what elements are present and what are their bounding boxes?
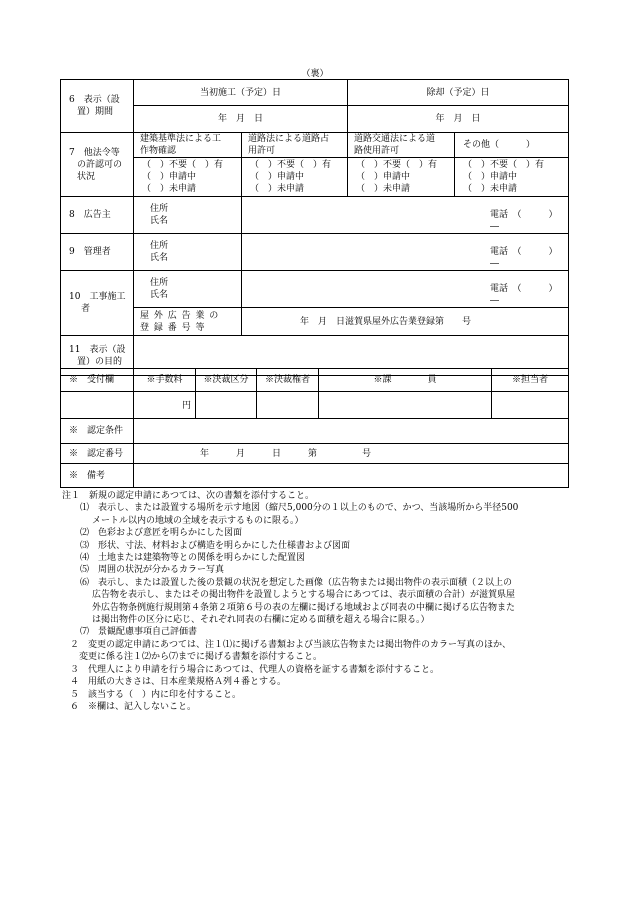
note-4: ４ 用紙の大きさは、日本産業規格Ａ列４番とする。	[70, 677, 287, 688]
person-in-charge-header: ※担当者	[492, 369, 569, 392]
conditions-field[interactable]	[134, 419, 569, 444]
registration-field[interactable]: 年 月 日滋賀県屋外広告業登録第 号	[242, 308, 569, 336]
other-permit-options[interactable]: （ ）不要（ ）有 （ ）申請中 （ ）未申請	[455, 158, 569, 197]
fee-field[interactable]: 円	[134, 392, 196, 419]
end-date-field[interactable]: 年 月 日	[348, 106, 569, 133]
purpose-label: 11 表示（設 置）の目的	[61, 336, 134, 376]
remarks-label: ※ 備考	[61, 464, 134, 488]
person-in-charge-field[interactable]	[492, 392, 569, 419]
start-date-field[interactable]: 年 月 日	[134, 106, 348, 133]
building-permit-options[interactable]: （ ）不要（ ）有 （ ）申請中 （ ）未申請	[134, 158, 242, 197]
note-1-4: ⑷ 土地または建築物等との関係を明らかにした配置図	[80, 553, 306, 564]
contractor-addr-name-labels: 住所 氏名	[134, 271, 242, 308]
other-permit-header: その他（ ）	[455, 133, 569, 158]
section-staff-field[interactable]	[319, 392, 492, 419]
note-1-6: ⑹ 表示し、または設置した後の景観の状況を想定した画像（広告物または掲出物件の表示面積（２以上の	[80, 577, 513, 588]
note-1-6-cont-b: 外広告物条例施行規則第４条第２項第６号の表の左欄に掲げる地域および同表の中欄に掲げる広告物また	[92, 602, 516, 613]
note-1-1: ⑴ 表示し、または設置する場所を示す地図（縮尺5,000分の１以上のもので、かつ、当該場所から半径500	[80, 503, 519, 514]
advertiser-addr-name-labels: 住所 氏名	[134, 197, 242, 234]
notes-section	[62, 490, 568, 713]
decision-category-field[interactable]	[196, 392, 257, 419]
reception-header: ※ 受付欄	[61, 369, 134, 392]
note-1-3: ⑶ 形状、寸法、材料および構造を明らかにした仕様書および図面	[80, 540, 351, 551]
note-5: ５ 該当する（ ）内に印を付すること。	[70, 689, 242, 700]
decision-category-header: ※決裁区分	[196, 369, 257, 392]
decision-authority-field[interactable]	[257, 392, 319, 419]
reception-field[interactable]	[61, 392, 134, 419]
conditions-label: ※ 認定条件	[61, 419, 134, 444]
page-side-label: （裏）	[301, 69, 329, 79]
manager-addr-name-labels: 住所 氏名	[134, 234, 242, 271]
advertiser-label: 8 広告主	[61, 197, 134, 234]
contractor-field[interactable]: 電話 （ ） ―	[242, 271, 569, 308]
end-date-header: 除却（予定）日	[348, 80, 569, 106]
note-1-1-cont: メートル以内の地域の全域を表示するものに限る。）	[92, 515, 304, 526]
registration-label: 屋 外 広 告 業 の 登 録 番 号 等	[134, 308, 242, 336]
note-1-7: ⑺ 景観配慮事項自己評価書	[80, 627, 198, 638]
contractor-label: 10 工事施工 者	[61, 271, 134, 336]
start-date-header: 当初施工（予定）日	[134, 80, 348, 106]
note-2: ２ 変更の認定申請にあつては、注１⑴に掲げる書類および当該広告物または掲出物件のカラー写真のほか、	[70, 639, 512, 650]
decision-authority-header: ※決裁権者	[257, 369, 319, 392]
note-6: ６ ※欄は、記入しないこと。	[70, 701, 197, 712]
remarks-field[interactable]	[134, 464, 569, 488]
building-permit-header: 建築基準法による工 作物確認	[134, 133, 242, 158]
cert-number-field[interactable]: 年 月 日 第 号	[134, 444, 569, 464]
office-use-table	[60, 368, 569, 488]
note-3: ３ 代理人により申請を行う場合にあつては、代理人の資格を証する書類を添付すること。	[70, 664, 440, 675]
manager-field[interactable]: 電話 （ ） ―	[242, 234, 569, 271]
note-1-6-cont-a: 広告物を表示し、またはその掲出物件を設置しようとする場合にあつては、表示面積の合計）が滋賀県屋	[92, 590, 516, 601]
road-occupancy-header: 道路法による道路占 用許可	[242, 133, 348, 158]
road-use-header: 道路交通法による道 路使用許可	[348, 133, 455, 158]
road-occupancy-options[interactable]: （ ）不要（ ）有 （ ）申請中 （ ）未申請	[242, 158, 348, 197]
note-1: 注１ 新規の認定申請にあつては、次の書類を添付すること。	[62, 491, 315, 501]
cert-number-label: ※ 認定番号	[61, 444, 134, 464]
fee-header: ※手数料	[134, 369, 196, 392]
road-use-options[interactable]: （ ）不要（ ）有 （ ）申請中 （ ）未申請	[348, 158, 455, 197]
manager-label: 9 管理者	[61, 234, 134, 271]
note-1-2: ⑵ 色彩および意匠を明らかにした図面	[80, 528, 243, 539]
advertiser-field[interactable]: 電話 （ ） ―	[242, 197, 569, 234]
note-1-5: ⑸ 周囲の状況が分かるカラー写真	[80, 565, 225, 576]
row6-label: 6 表示（設 置）期間	[61, 80, 134, 133]
section-staff-header: ※課 員	[319, 369, 492, 392]
row7-label: 7 他法令等 の許認可の 状況	[61, 133, 134, 197]
application-form-table	[60, 79, 572, 376]
note-1-6-cont-c: は掲出物件の区分に応じ、それぞれ同表の右欄に定める面積を超える場合に限る。）	[92, 615, 430, 626]
note-2-cont: 変更に係る注１⑵から⑺までに掲げる書類を添付すること。	[79, 652, 323, 663]
